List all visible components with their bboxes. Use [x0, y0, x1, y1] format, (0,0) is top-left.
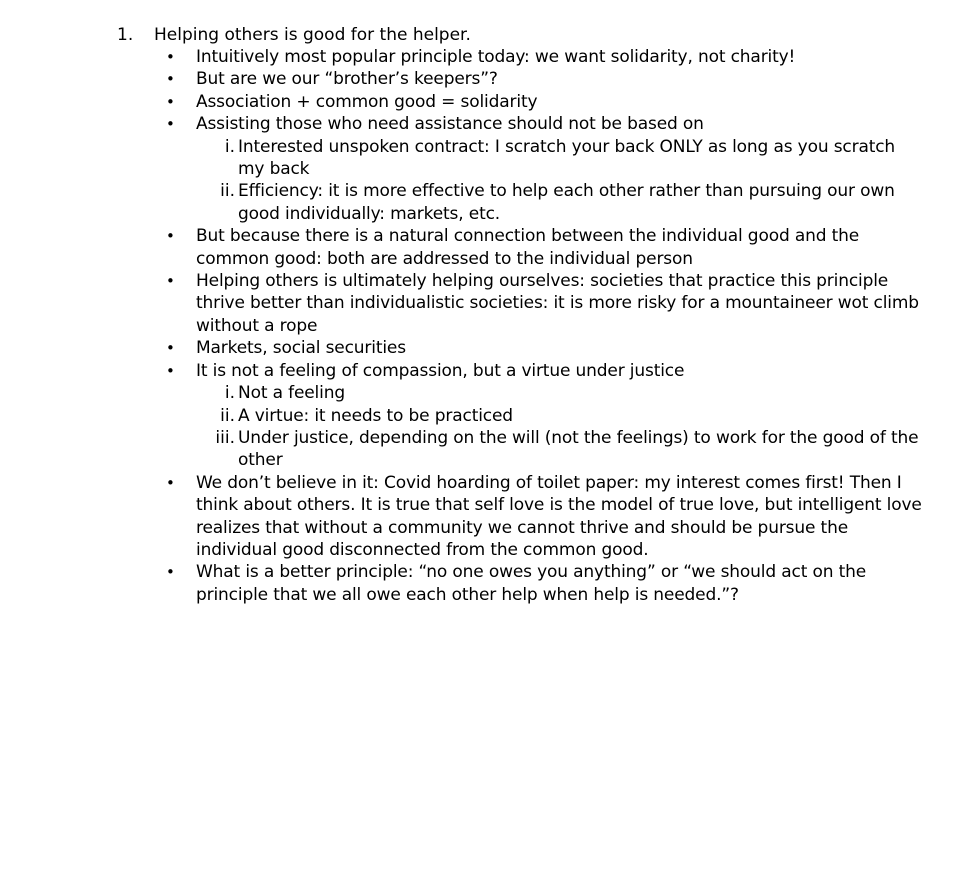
- bullet-marker: •: [166, 92, 175, 111]
- list-item: [166, 561, 926, 606]
- sub-list-item: [207, 382, 926, 404]
- list-item: [166, 225, 926, 270]
- bullet-text: It is not a feeling of compassion, but a virtue under justice: [196, 360, 685, 381]
- roman-marker: i.: [224, 383, 235, 404]
- bullet-marker: •: [166, 48, 175, 66]
- bullet-marker: •: [166, 563, 175, 582]
- list-item: [166, 46, 926, 68]
- sub-item-text: Not a feeling: [238, 383, 345, 404]
- sub-item-text: A virtue: it needs to be practiced: [238, 405, 513, 426]
- heading-text: Helping others is good for the helper.: [154, 25, 471, 45]
- roman-sublist: [207, 382, 926, 472]
- bullet-marker: •: [166, 227, 175, 246]
- sub-list-item: [207, 405, 926, 427]
- roman-marker: iii.: [215, 427, 235, 448]
- list-item: [166, 68, 926, 90]
- bullet-text: But because there is a natural connection between the individual good and the common good: both are addressed to the individual person: [196, 226, 860, 269]
- sub-item-text: Under justice, depending on the will (not the feelings) to work for the good of the other: [238, 427, 919, 471]
- bullet-text: Intuitively most popular principle today: we want solidarity, not charity!: [196, 47, 796, 67]
- bullet-text: Assisting those who need assistance should not be based on: [196, 114, 704, 135]
- bullet-marker: •: [166, 473, 175, 492]
- bullet-text: Helping others is ultimately helping ourselves: societies that practice this principle thrive better than individualistic societies: it is more risky for a mountaineer wot climb without a rope: [196, 271, 919, 336]
- sub-list-item: [207, 180, 926, 225]
- list-item: [166, 270, 926, 337]
- bullet-text: Association + common good = solidarity: [196, 91, 538, 112]
- list-item: [166, 113, 926, 225]
- roman-sublist: [207, 136, 926, 226]
- sub-item-text: Efficiency: it is more effective to help each other rather than pursuing our own good individually: markets, etc.: [238, 181, 895, 224]
- sub-item-text: Interested unspoken contract: I scratch your back ONLY as long as you scratch my back: [238, 136, 896, 180]
- roman-marker: ii.: [220, 405, 235, 426]
- bullet-text: We don’t believe in it: Covid hoarding of toilet paper: my interest comes first! Then I think about others. It is true that self love is the model of true love, but intelligent love realizes that without a community we cannot thrive and should be pursue the individual good disconnected from the common good.: [196, 472, 922, 560]
- roman-marker: ii.: [220, 181, 235, 202]
- bullet-text: Markets, social securities: [196, 338, 406, 359]
- list-item: [166, 360, 926, 472]
- bullet-marker: •: [166, 115, 175, 134]
- bullet-marker: •: [166, 70, 175, 89]
- list-number: 1.: [117, 25, 134, 45]
- list-item: [166, 91, 926, 113]
- bullet-text: But are we our “brother’s keepers”?: [196, 69, 498, 90]
- sub-list-item: [207, 427, 926, 472]
- list-item: [166, 337, 926, 359]
- list-item: [166, 472, 926, 562]
- bullet-marker: •: [166, 361, 175, 380]
- sub-list-item: [207, 136, 926, 181]
- bullet-marker: •: [166, 272, 175, 291]
- bullet-text: What is a better principle: “no one owes you anything” or “we should act on the principle that we all owe each other help when help is needed.”?: [196, 562, 867, 605]
- bullet-list: [166, 46, 926, 606]
- bullet-marker: •: [166, 339, 175, 358]
- roman-marker: i.: [224, 136, 235, 157]
